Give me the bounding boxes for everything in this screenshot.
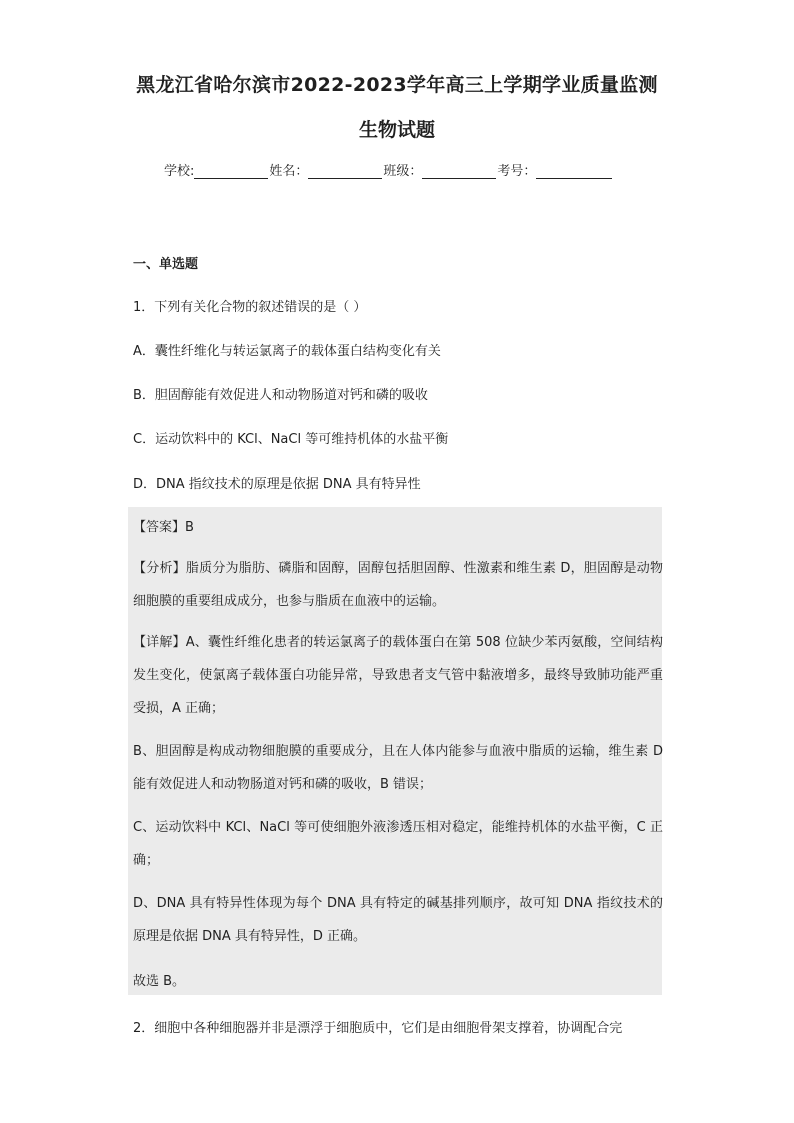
exam-title: 黑龙江省哈尔滨市2022-2023学年高三上学期学业质量监测 bbox=[136, 74, 658, 96]
analysis-paragraph: 【分析】脂质分为脂肪、磷脂和固醇，固醇包括胆固醇、性激素和维生素 D，胆固醇是动物细胞膜的重要组成成分，也参与脂质在血液中的运输。 bbox=[133, 561, 663, 609]
exam-subtitle: 生物试题 bbox=[358, 119, 435, 141]
name-label: 姓名： bbox=[269, 164, 309, 179]
class-label: 班级： bbox=[383, 164, 423, 179]
name-blank[interactable] bbox=[308, 164, 382, 179]
option-b: B．胆固醇能有效促进人和动物肠道对钙和磷的吸收 bbox=[133, 388, 428, 403]
option-d: D．DNA 指纹技术的原理是依据 DNA 具有特异性 bbox=[133, 477, 421, 492]
student-info-line bbox=[164, 160, 613, 179]
exam-no-blank[interactable] bbox=[536, 164, 612, 179]
question-1-stem: 1．下列有关化合物的叙述错误的是（ ） bbox=[133, 300, 367, 315]
option-a: A．囊性纤维化与转运氯离子的载体蛋白结构变化有关 bbox=[133, 344, 441, 359]
question-2-stem: 2．细胞中各种细胞器并非是漂浮于细胞质中，它们是由细胞骨架支撑着，协调配合完 bbox=[133, 1021, 623, 1036]
detail-c-paragraph: C、运动饮料中 KCl、NaCl 等可使细胞外液渗透压相对稳定，能维持机体的水盐平衡，C 正确； bbox=[133, 820, 663, 868]
detail-a-paragraph: 【详解】A、囊性纤维化患者的转运氯离子的载体蛋白在第 508 位缺少苯丙氨酸，空间结构发生变化，使氯离子载体蛋白功能异常，导致患者支气管中黏液增多，最终导致肺功能严重受损，A 正确； bbox=[133, 635, 663, 716]
school-label: 学校: bbox=[164, 164, 195, 179]
option-c: C．运动饮料中的 KCl、NaCl 等可维持机体的水盐平衡 bbox=[133, 432, 449, 447]
detail-b-paragraph: B、胆固醇是构成动物细胞膜的重要成分，且在人体内能参与血液中脂质的运输，维生素 D 能有效促进人和动物肠道对钙和磷的吸收，B 错误； bbox=[133, 744, 663, 792]
answer-line: 【答案】B bbox=[133, 520, 194, 535]
class-blank[interactable] bbox=[422, 164, 496, 179]
section-title: 一、单选题 bbox=[133, 257, 199, 272]
school-blank[interactable] bbox=[194, 164, 268, 179]
detail-d-paragraph: D、DNA 具有特异性体现为每个 DNA 具有特定的碱基排列顺序，故可知 DNA 指纹技术的原理是依据 DNA 具有特异性，D 正确。 bbox=[133, 896, 663, 944]
conclusion-line: 故选 B。 bbox=[133, 974, 186, 989]
exam-no-label: 考号： bbox=[497, 164, 537, 179]
